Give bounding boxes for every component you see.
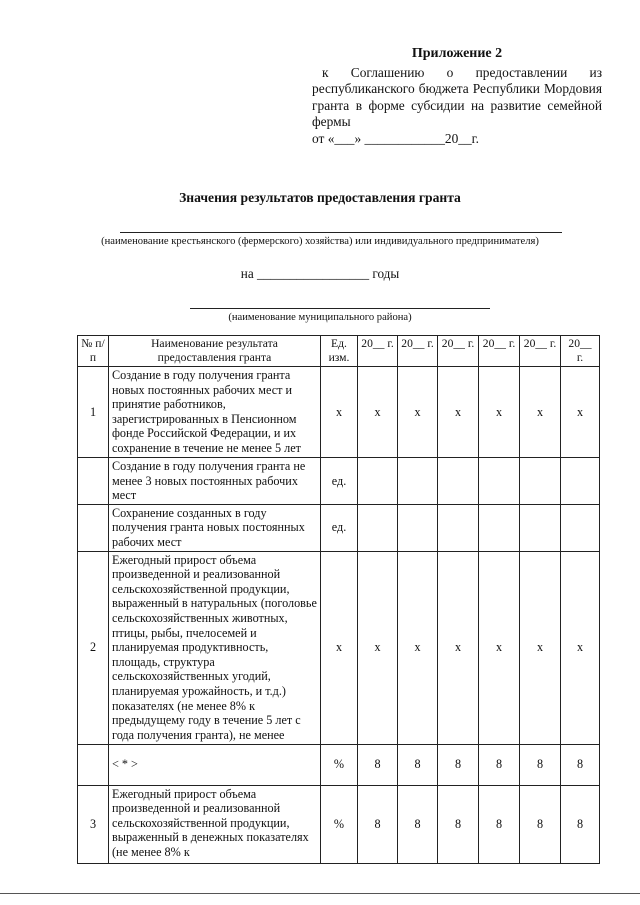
table-row <box>78 367 600 458</box>
row-value: 8 <box>358 744 398 785</box>
table-row <box>78 785 600 863</box>
row-value: 8 <box>438 744 479 785</box>
header-num: № п/п <box>78 336 109 367</box>
appendix-date-line: от «___» ____________20__г. <box>312 130 479 146</box>
row-unit: % <box>321 785 358 863</box>
row-value: х <box>479 551 520 744</box>
row-value: х <box>438 367 479 458</box>
row-unit: ед. <box>321 504 358 551</box>
table-row <box>78 744 600 785</box>
row-value <box>479 504 520 551</box>
header-year: 20__ г. <box>561 336 600 367</box>
for-years-line: на _________________ годы <box>240 266 400 281</box>
row-name: Создание в году получения гранта не менее 3 новых постоянных рабочих мест <box>109 458 321 505</box>
row-value: х <box>358 551 398 744</box>
row-value <box>398 504 438 551</box>
row-num: 3 <box>78 785 109 863</box>
row-value: х <box>520 367 561 458</box>
header-year: 20__ г. <box>520 336 561 367</box>
row-name: < * > <box>109 744 321 785</box>
appendix-title: Приложение 2 <box>411 46 503 61</box>
row-value: х <box>520 551 561 744</box>
row-value: 8 <box>398 744 438 785</box>
row-num <box>78 504 109 551</box>
row-value: х <box>438 551 479 744</box>
table-header-row <box>78 336 600 367</box>
row-value: 8 <box>561 785 600 863</box>
row-value <box>358 458 398 505</box>
appendix-block <box>312 46 602 147</box>
row-value: 8 <box>479 744 520 785</box>
district-line <box>190 308 490 309</box>
table-row <box>78 458 600 505</box>
farm-name-caption: (наименование крестьянского (фермерского) хозяйства) или индивидуального предпринимателя) <box>101 236 539 247</box>
header-year: 20__ г. <box>398 336 438 367</box>
row-num <box>78 744 109 785</box>
row-unit: ед. <box>321 458 358 505</box>
header-year: 20__ г. <box>479 336 520 367</box>
results-table <box>77 335 600 864</box>
row-value <box>479 458 520 505</box>
row-value: 8 <box>561 744 600 785</box>
document-heading: Значения результатов предоставления гранта <box>179 190 461 205</box>
row-value: х <box>398 551 438 744</box>
row-value <box>561 504 600 551</box>
row-value: 8 <box>358 785 398 863</box>
district-caption: (наименование муниципального района) <box>228 312 412 323</box>
row-unit: % <box>321 744 358 785</box>
row-value <box>398 458 438 505</box>
header-unit: Ед. изм. <box>321 336 358 367</box>
header-year: 20__ г. <box>358 336 398 367</box>
row-num: 1 <box>78 367 109 458</box>
row-name: Сохранение созданных в году получения гранта новых постоянных рабочих мест <box>109 504 321 551</box>
appendix-text: к Соглашению о предоставлении из республиканского бюджета Республики Мордовия гранта в форме субсидии на развитие семейной фермы <box>312 64 602 129</box>
row-value: 8 <box>438 785 479 863</box>
row-value <box>358 504 398 551</box>
row-value <box>520 504 561 551</box>
row-value <box>438 504 479 551</box>
row-value: 8 <box>520 785 561 863</box>
row-value: х <box>479 367 520 458</box>
page-bottom-rule <box>0 893 640 894</box>
row-unit: х <box>321 551 358 744</box>
table-row <box>78 504 600 551</box>
row-value <box>561 458 600 505</box>
header-year: 20__ г. <box>438 336 479 367</box>
farm-name-line <box>120 232 562 233</box>
row-value <box>520 458 561 505</box>
row-num: 2 <box>78 551 109 744</box>
row-value <box>438 458 479 505</box>
row-value: х <box>561 551 600 744</box>
row-unit: х <box>321 367 358 458</box>
row-value: х <box>561 367 600 458</box>
row-value: 8 <box>398 785 438 863</box>
row-value: х <box>358 367 398 458</box>
row-name: Ежегодный прирост объема произведенной и реализованной сельскохозяйственной продукции, выраженный в натуральных (поголовье сельскохозяйственных животных, птицы, рыбы, пчелосемей и планируемая продуктивность, площадь, структура сельскохозяйственных угодий, планируемая урожайность, и т.д.) показателях (не менее 8% к предыдущему году в течение 5 лет с года получения гранта), не менее <box>109 551 321 744</box>
row-value: 8 <box>520 744 561 785</box>
table-row <box>78 551 600 744</box>
header-name: Наименование результата предоставления гранта <box>109 336 321 367</box>
row-name: Создание в году получения гранта новых постоянных рабочих мест и принятие работников, зарегистрированных в Пенсионном фонде Российской Федерации, и их сохранение в течение не менее 5 лет <box>109 367 321 458</box>
row-value: х <box>398 367 438 458</box>
row-value: 8 <box>479 785 520 863</box>
row-name: Ежегодный прирост объема произведенной и реализованной сельскохозяйственной продукции, выраженный в денежных показателях (не менее 8% к <box>109 785 321 863</box>
row-num <box>78 458 109 505</box>
